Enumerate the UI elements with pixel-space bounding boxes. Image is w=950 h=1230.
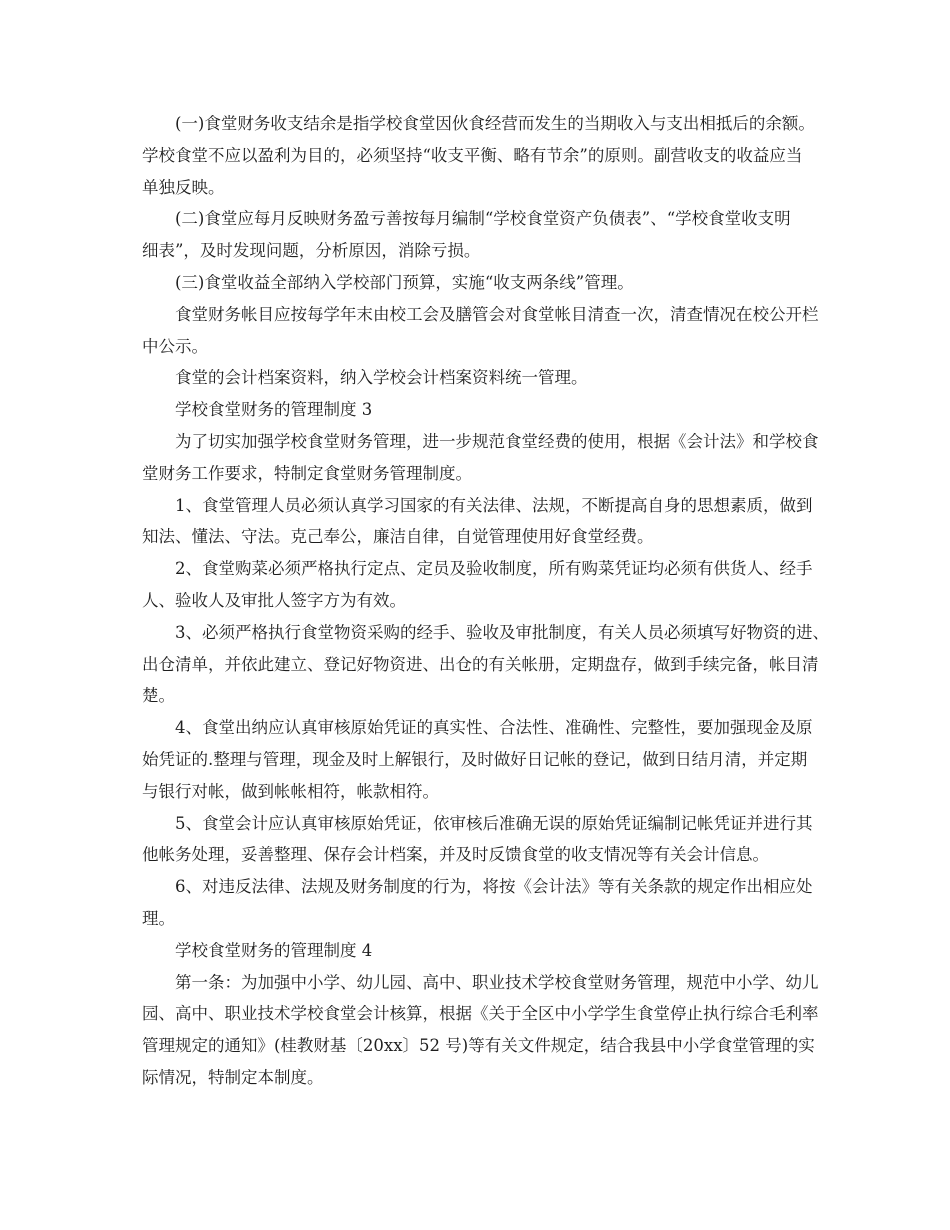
text-line: (一)食堂财务收支结余是指学校食堂因伙食经营而发生的当期收入与支出相抵后的余额。 (175, 114, 815, 133)
text-line: 知法、懂法、守法。克己奉公，廉洁自律，自觉管理使用好食堂经费。 (142, 527, 654, 547)
text-line: 管理规定的通知》(桂教财基〔20xx〕52 号)等有关文件规定，结合我县中小学食堂管理的实 (142, 1036, 815, 1056)
text-line: 理。 (142, 908, 175, 928)
text-line: 出仓清单，并依此建立、登记好物资进、出仓的有关帐册，定期盘存，做到手续完备，帐目清 (142, 654, 819, 674)
text-line: 始凭证的.整理与管理，现金及时上解银行，及时做好日记帐的登记，做到日结月清，并定期 (142, 749, 808, 769)
text-line: 学校食堂不应以盈利为目的，必须坚持“收支平衡、略有节余”的原则。副营收支的收益应当 (142, 145, 803, 165)
text-line: 6、对违反法律、法规及财务制度的行为，将按《会计法》等有关条款的规定作出相应处 (175, 877, 813, 897)
text-line: 单独反映。 (142, 177, 225, 197)
text-line: 楚。 (142, 686, 175, 706)
text-line: 他帐务处理，妥善整理、保存会计档案，并及时反馈食堂的收支情况等有关会计信息。 (142, 845, 769, 865)
text-line: 5、食堂会计应认真审核原始凭证，依审核后准确无误的原始凭证编制记帐凭证并进行其 (175, 813, 813, 833)
text-line: 为了切实加强学校食堂财务管理，进一步规范食堂经费的使用，根据《会计法》和学校食 (175, 431, 819, 451)
text-line: 学校食堂财务的管理制度 3 (175, 400, 373, 420)
text-line: 园、高中、职业技术学校食堂会计核算，根据《关于全区中小学学生食堂停止执行综合毛利率 (142, 1004, 819, 1024)
text-line: 第一条：为加强中小学、幼儿园、高中、职业技术学校食堂财务管理，规范中小学、幼儿 (175, 972, 819, 992)
text-line: 4、食堂出纳应认真审核原始凭证的真实性、合法性、准确性、完整性，要加强现金及原 (175, 718, 813, 738)
text-line: 堂财务工作要求，特制定食堂财务管理制度。 (142, 463, 472, 483)
text-line: 与银行对帐，做到帐帐相符，帐款相符。 (142, 781, 439, 801)
document-body (142, 108, 829, 1094)
text-line: (三)食堂收益全部纳入学校部门预算，实施“收支两条线”管理。 (175, 272, 634, 292)
text-line: 2、食堂购菜必须严格执行定点、定员及验收制度，所有购菜凭证均必须有供货人、经手 (175, 559, 813, 579)
text-line: 食堂财务帐目应按每学年末由校工会及膳管会对食堂帐目清查一次，清查情况在校公开栏 (175, 304, 819, 324)
text-line: 人、验收人及审批人签字方为有效。 (142, 590, 406, 610)
text-line: 食堂的会计档案资料，纳入学校会计档案资料统一管理。 (175, 368, 588, 388)
text-line: 细表”，及时发现问题，分析原因，消除亏损。 (142, 241, 481, 261)
text-line: 1、食堂管理人员必须认真学习国家的有关法律、法规，不断提高自身的思想素质，做到 (175, 495, 813, 515)
text-line: 际情况，特制定本制度。 (142, 1067, 324, 1087)
text-line: 中公示。 (142, 336, 208, 356)
text-line: 3、必须严格执行食堂物资采购的经手、验收及审批制度，有关人员必须填写好物资的进、 (175, 622, 829, 642)
text-line: (二)食堂应每月反映财务盈亏善按每月编制“学校食堂资产负债表”、“学校食堂收支明 (175, 209, 791, 229)
text-line: 学校食堂财务的管理制度 4 (175, 940, 373, 960)
